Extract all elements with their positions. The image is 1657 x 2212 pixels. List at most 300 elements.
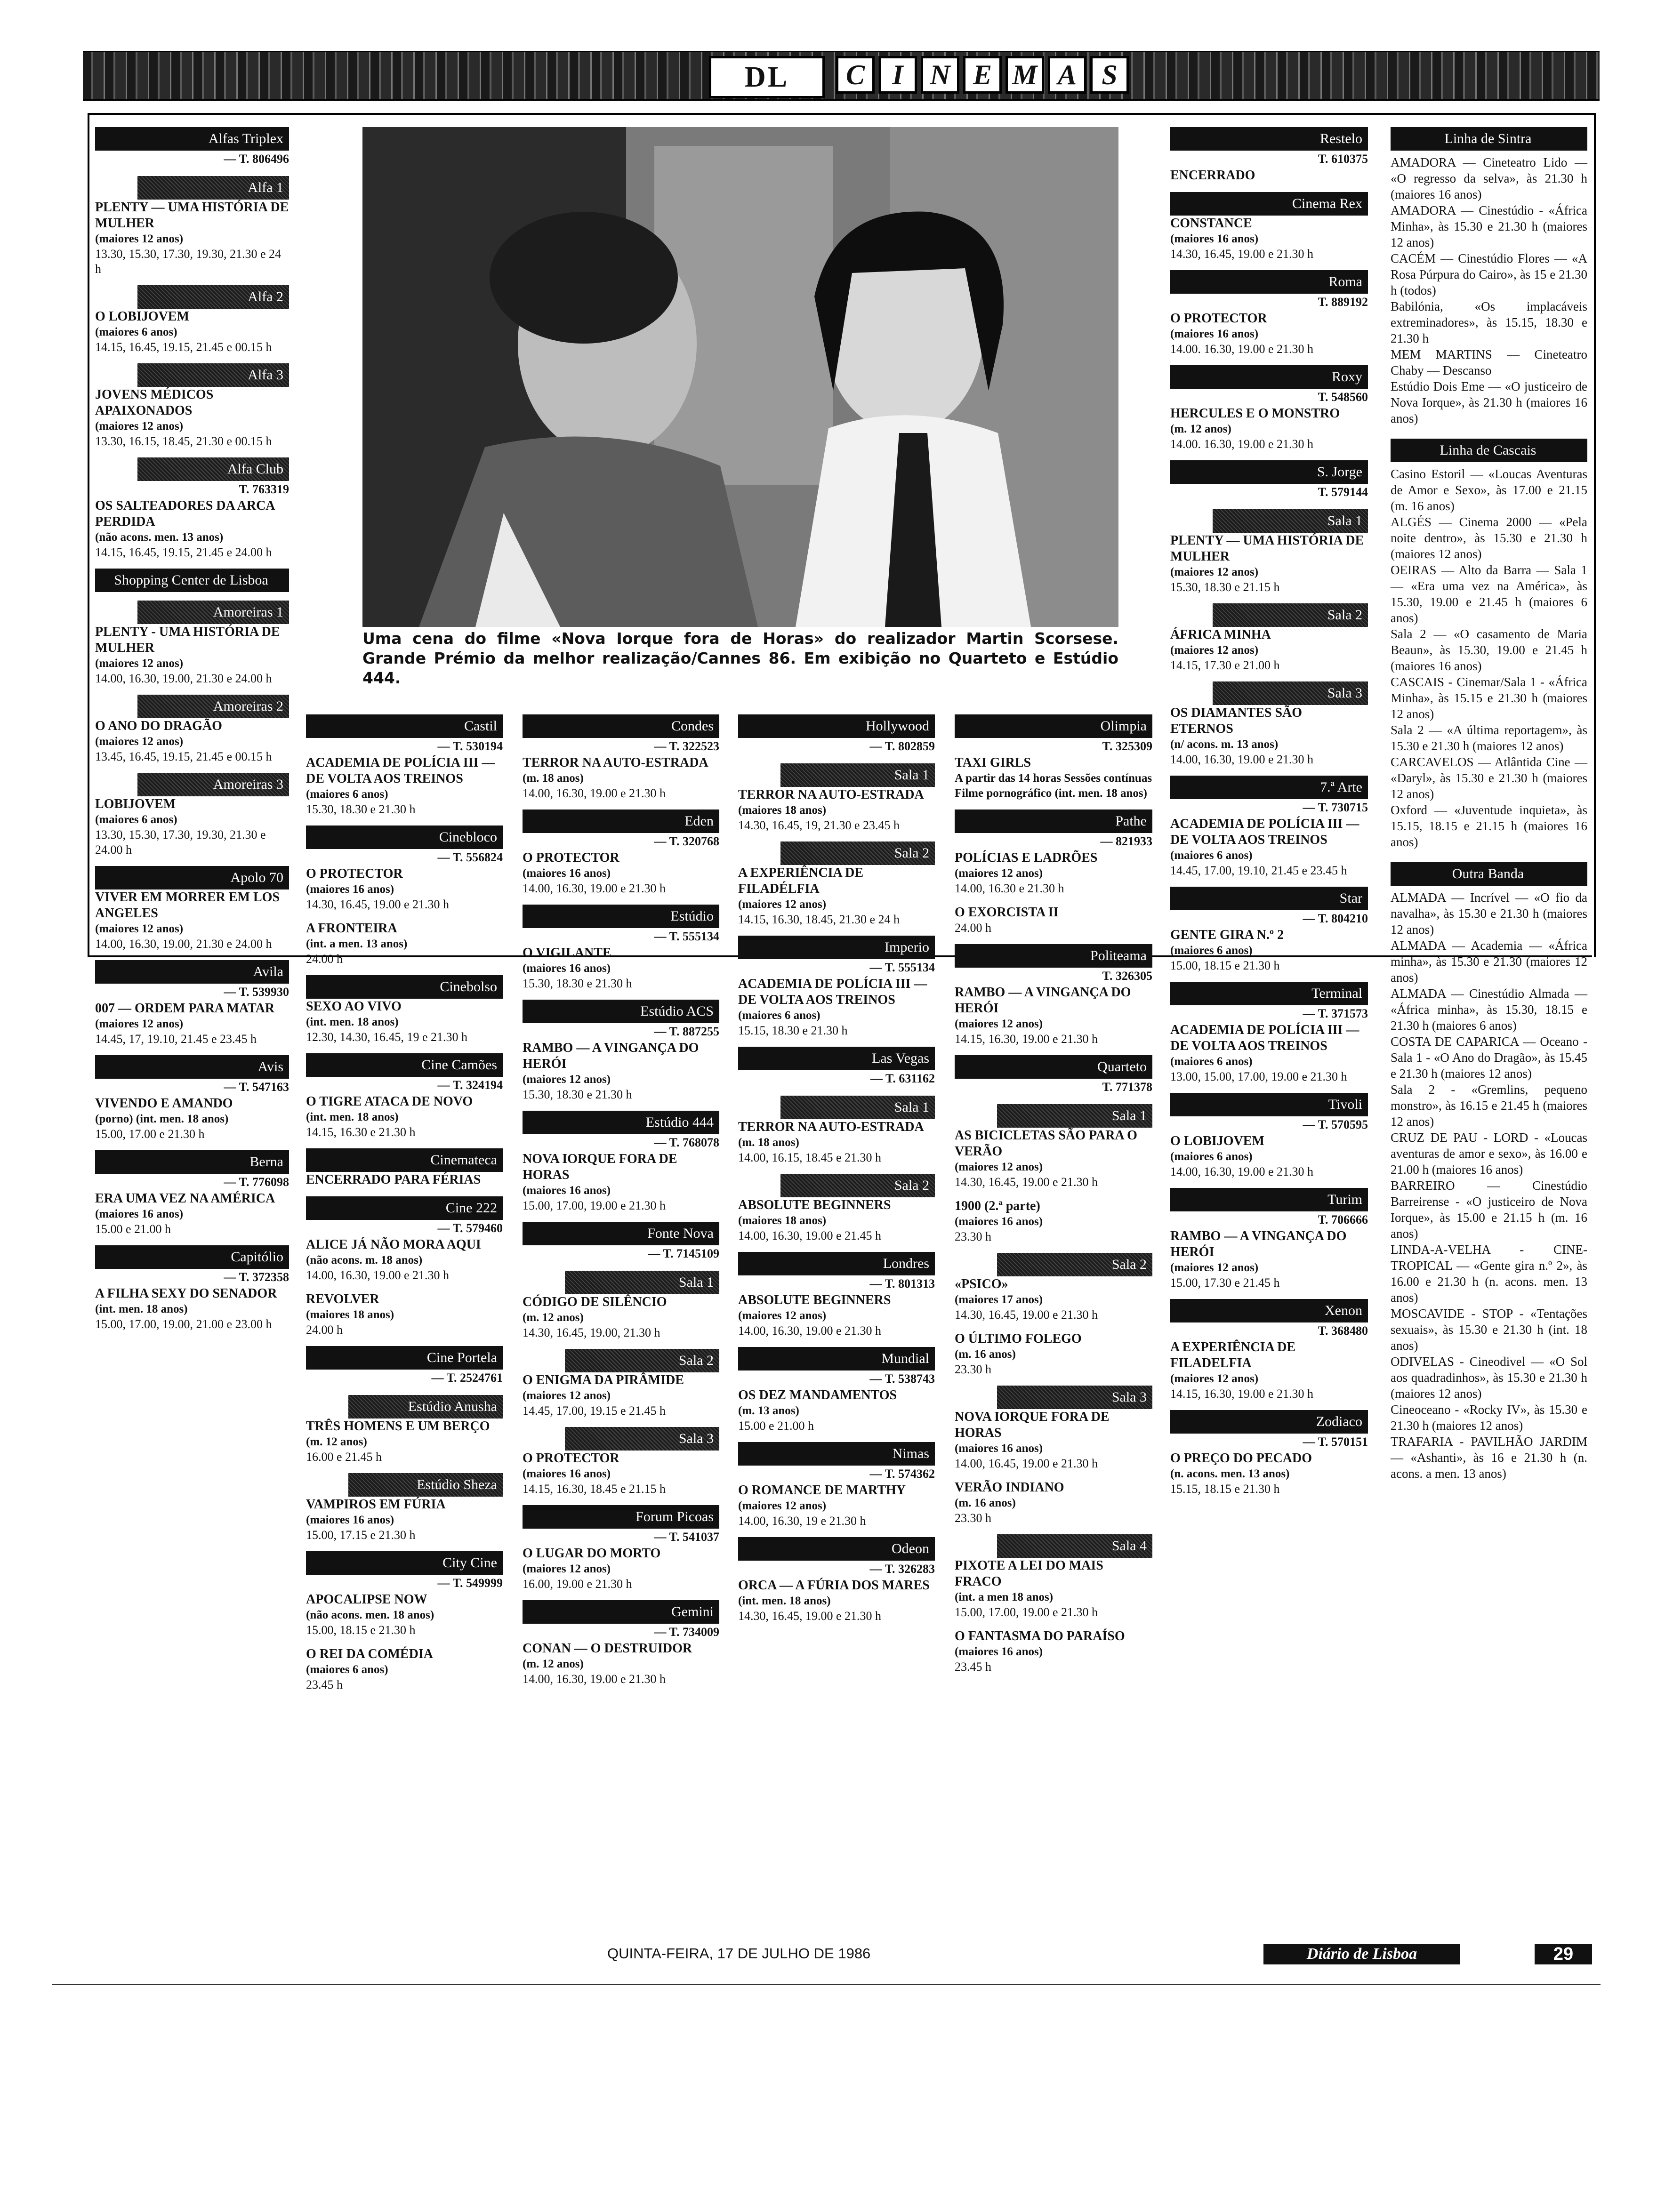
regional-listing: ALMADA — Cinestúdio Almada — «África minha», às 15.30, 18.15 e 21.30 h (maiores 6 anos) — [1391, 986, 1587, 1033]
film-title: O TIGRE ATACA DE NOVO — [306, 1094, 473, 1109]
cinema-name-header: Berna — [95, 1150, 289, 1174]
spacer — [523, 1687, 719, 1695]
cinema-listing — [738, 1174, 935, 1252]
film-title: JOVENS MÉDICOS APAIXONADOS — [95, 387, 214, 418]
cinema-listing — [306, 1291, 503, 1346]
cinema-listing — [95, 1055, 289, 1150]
cinema-listing — [1170, 1093, 1368, 1188]
regional-listing: ALMADA — Incrível — «O fio da navalha», às 15.30 e 21.30 h (maiores 12 anos) — [1391, 890, 1587, 937]
spacer — [95, 168, 289, 176]
cinema-listing — [95, 1150, 289, 1245]
cinema-listing — [738, 1096, 935, 1174]
spacer — [955, 1190, 1152, 1198]
showtimes: 12.30, 14.30, 16.45, 19 e 21.30 h — [306, 1030, 468, 1044]
showtimes: 14.00, 16.30, 19.00 e 21.30 h — [306, 1268, 450, 1282]
spacer — [95, 1047, 289, 1055]
spacer — [738, 755, 935, 763]
spacer — [1170, 1402, 1368, 1410]
cinema-name-header: Cinema Rex — [1170, 192, 1368, 216]
age-rating: (maiores 6 anos) — [306, 788, 388, 801]
cinema-listing — [955, 1253, 1152, 1331]
phone-number: — T. 530194 — [437, 739, 503, 753]
cinema-listing — [306, 1053, 503, 1148]
cinema-listing — [738, 1047, 935, 1096]
region-header: Linha de Sintra — [1391, 127, 1587, 151]
phone-number: — T. 372358 — [224, 1270, 289, 1284]
spacer — [95, 592, 289, 601]
showtimes: 15.00, 18.15 e 21.30 h — [306, 1623, 416, 1637]
age-rating: (maiores 16 anos) — [306, 1514, 394, 1526]
cinema-name-header: Estúdio — [523, 905, 719, 928]
showtimes: 13.30, 16.15, 18.45, 21.30 e 00.15 h — [95, 434, 272, 448]
spacer — [523, 1102, 719, 1111]
film-title: PLENTY — UMA HISTÓRIA DE MULHER — [95, 200, 289, 231]
showtimes: 15.00, 17.00 e 21.30 h — [95, 1127, 205, 1141]
cinema-listing — [1170, 603, 1368, 681]
phone-number: — T. 549999 — [437, 1576, 503, 1590]
spacer — [1391, 1482, 1587, 1494]
spacer — [1170, 452, 1368, 460]
column-lisbon-cinemas-b — [306, 714, 503, 1701]
cinema-listing — [955, 1628, 1152, 1683]
age-rating: (maiores 12 anos) — [1170, 644, 1259, 657]
cinema-listing — [1170, 192, 1368, 270]
film-title: GENTE GIRA N.º 2 — [1170, 928, 1284, 942]
age-rating: (maiores 16 anos) — [955, 1645, 1043, 1658]
age-rating: (maiores 18 anos) — [306, 1308, 394, 1321]
spacer — [306, 817, 503, 825]
cinema-listing — [955, 944, 1152, 1055]
cinema-listing — [1170, 681, 1368, 776]
spacer — [523, 1497, 719, 1505]
screen-header: Amoreiras 1 — [137, 601, 289, 624]
regional-listing: CASCAIS - Cinemar/Sala 1 - «África Minha», às 15.15 e 21.30 h (maiores 12 anos) — [1391, 675, 1587, 721]
age-rating: (maiores 6 anos) — [306, 1663, 388, 1676]
column-lisbon-cinemas-c — [523, 714, 719, 1695]
column-regional-cinemas — [1391, 127, 1587, 1494]
showtimes: 14.00, 16.30, 19.00, 21.30 e 24.00 h — [95, 937, 272, 951]
cinema-listing — [306, 1148, 503, 1196]
film-title: O PROTECTOR — [523, 850, 619, 865]
cinema-name-header: Avila — [95, 960, 289, 984]
phone-number: — T. 541037 — [654, 1530, 719, 1544]
phone-number: — T. 776098 — [224, 1175, 289, 1189]
film-title: ENCERRADO — [1170, 168, 1255, 183]
spacer — [1170, 262, 1368, 270]
cinema-name-header: Xenon — [1170, 1299, 1368, 1322]
cinema-listing — [523, 1222, 719, 1271]
showtimes: 15.15, 18.30 e 21.30 h — [738, 1024, 848, 1037]
region-header: Linha de Cascais — [1391, 439, 1587, 462]
film-title: OS DEZ MANDAMENTOS — [738, 1388, 897, 1403]
screen-header: Amoreiras 3 — [137, 773, 289, 796]
regional-listing: Sala 2 - «Gremlins, pequeno monstro», às 16.15 e 21.45 h (maiores 12 anos) — [1391, 1082, 1587, 1129]
age-rating: (maiores 12 anos) — [738, 1499, 827, 1512]
spacer — [955, 1322, 1152, 1331]
screen-header: Sala 1 — [780, 1096, 935, 1119]
film-title: «PSICO» — [955, 1277, 1008, 1291]
film-title: TRÊS HOMENS E UM BERÇO — [306, 1419, 490, 1434]
age-rating: (maiores 18 anos) — [738, 1214, 827, 1227]
showtimes: 14.45, 17.00, 19.10, 21.45 e 23.45 h — [1170, 864, 1347, 877]
cinema-name-header: Hollywood — [738, 714, 935, 738]
age-rating: (int. a men 18 anos) — [955, 1591, 1054, 1603]
spacer — [306, 1387, 503, 1395]
spacer — [738, 1434, 935, 1442]
phone-number: T. 889192 — [1318, 295, 1368, 309]
age-rating: (maiores 12 anos) — [95, 922, 184, 935]
spacer — [1170, 1179, 1368, 1188]
cinema-name-header: Cinebloco — [306, 825, 503, 849]
film-title: TERROR NA AUTO-ESTRADA — [738, 1120, 924, 1134]
screen-header: Sala 1 — [565, 1271, 719, 1294]
section-letter: S — [1090, 56, 1129, 94]
cinema-name-header: Turim — [1170, 1188, 1368, 1211]
regional-listing: CRUZ DE PAU - LORD - «Loucas aventuras de amor e sexo», às 16.00 e 21.00 h (maiores 16 anos) — [1391, 1130, 1587, 1177]
cinema-name-header: Cine Camões — [306, 1053, 503, 1077]
spacer — [1170, 184, 1368, 192]
film-title: O LOBIJOVEM — [95, 309, 189, 324]
film-title: REVOLVER — [306, 1292, 379, 1306]
film-still-photo — [362, 127, 1118, 627]
screen-header: Sala 1 — [997, 1104, 1152, 1128]
page-number: 29 — [1535, 1944, 1592, 1964]
phone-number: T. 771378 — [1102, 1080, 1152, 1094]
spacer — [523, 896, 719, 905]
film-title: LOBIJOVEM — [95, 797, 176, 811]
cinema-name-header: Imperio — [738, 936, 935, 959]
regional-listing: CACÉM — Cinestúdio Flores — «A Rosa Púrpura do Cairo», às 15 e 21.30 h (todos) — [1391, 251, 1587, 297]
age-rating: (m. 13 anos) — [738, 1404, 799, 1417]
age-rating: (maiores 16 anos) — [955, 1215, 1043, 1228]
screen-header: Sala 2 — [997, 1253, 1152, 1276]
cinema-listing — [306, 1395, 503, 1473]
film-title: 1900 (2.ª parte) — [955, 1199, 1040, 1213]
showtimes: 14.30, 16.45, 19.00, 21.30 h — [523, 1326, 660, 1339]
cinema-listing — [738, 1347, 935, 1442]
screen-header: Alfa 3 — [137, 363, 289, 387]
spacer — [95, 952, 289, 960]
age-rating: (maiores 12 anos) — [1170, 1372, 1259, 1385]
showtimes: 14.15, 16.30, 19.00 e 21.30 h — [1170, 1387, 1314, 1401]
spacer — [95, 1142, 289, 1150]
spacer — [1170, 1290, 1368, 1299]
cinema-listing — [955, 1534, 1152, 1628]
showtimes: 15.00 e 21.00 h — [95, 1222, 171, 1236]
spacer — [1170, 673, 1368, 681]
screen-header: Sala 1 — [1213, 509, 1368, 533]
cinema-name-header: Estúdio 444 — [523, 1111, 719, 1134]
cinema-name-header: S. Jorge — [1170, 460, 1368, 484]
film-title: CONSTANCE — [1170, 216, 1252, 231]
showtimes: 15.00 e 21.00 h — [738, 1419, 814, 1433]
spacer — [738, 833, 935, 842]
age-rating: (int. men. 18 anos) — [738, 1595, 831, 1607]
phone-number: — T. 768078 — [654, 1136, 719, 1149]
spacer — [955, 896, 1152, 905]
screen-header: Alfa 2 — [137, 285, 289, 309]
age-rating: (maiores 12 anos) — [95, 735, 184, 748]
spacer — [1170, 595, 1368, 603]
age-rating: (maiores 16 anos) — [1170, 232, 1259, 245]
section-letter: A — [1048, 56, 1086, 94]
cinema-name-header: Las Vegas — [738, 1047, 935, 1070]
cinema-name-header: Alfas Triplex — [95, 127, 289, 151]
phone-number: T. 326305 — [1102, 969, 1152, 983]
film-title: ACADEMIA DE POLÍCIA III — DE VOLTA AOS TREINOS — [738, 977, 927, 1007]
cinema-listing — [955, 1104, 1152, 1198]
region-header: Outra Banda — [1391, 862, 1587, 886]
age-rating: (maiores 12 anos) — [95, 1018, 184, 1030]
film-title: VAMPIROS EM FÚRIA — [306, 1497, 446, 1512]
spacer — [955, 1471, 1152, 1480]
film-title: NOVA IORQUE FORA DE HORAS — [955, 1410, 1110, 1440]
film-title: VERÃO INDIANO — [955, 1480, 1064, 1495]
cinema-name-header: Fonte Nova — [523, 1222, 719, 1245]
film-title: O ROMANCE DE MARTHY — [738, 1483, 906, 1498]
age-rating: (int. a men. 13 anos) — [306, 938, 408, 950]
cinema-listing — [955, 905, 1152, 944]
cinema-listing — [523, 1427, 719, 1505]
phone-number: — T. 555134 — [654, 930, 719, 943]
cinema-name-header: Avis — [95, 1055, 289, 1079]
showtimes: 14.30, 16.45, 19.00 e 21.30 h — [306, 898, 450, 911]
showtimes: 14.15, 16.30, 18.45 e 21.15 h — [523, 1482, 666, 1496]
age-rating: (maiores 17 anos) — [955, 1293, 1043, 1306]
spacer — [523, 1213, 719, 1222]
cinema-name-header: Zodiaco — [1170, 1410, 1368, 1434]
film-title: RAMBO — A VINGANÇA DO HERÓI — [1170, 1229, 1347, 1259]
regional-listing: ODIVELAS - Cineodivel — «O Sol aos quadradinhos», às 15.30 e 21.30 h (maiores 12 anos) — [1391, 1354, 1587, 1401]
cinema-listing — [955, 1055, 1152, 1104]
film-title: TERROR NA AUTO-ESTRADA — [523, 755, 708, 770]
cinema-name-header: Tivoli — [1170, 1093, 1368, 1116]
showtimes: 14.30, 16.45, 19, 21.30 e 23.45 h — [738, 818, 900, 832]
showtimes: 13.00, 15.00, 17.00, 19.00 e 21.30 h — [1170, 1070, 1347, 1083]
age-rating: (maiores 6 anos) — [1170, 1055, 1253, 1068]
phone-number: — T. 574362 — [869, 1467, 935, 1481]
film-title: POLÍCIAS E LADRÕES — [955, 850, 1098, 865]
column-lisbon-cinemas-e — [955, 714, 1152, 1683]
film-title: CÓDIGO DE SILÊNCIO — [523, 1295, 667, 1309]
cinema-listing — [306, 921, 503, 975]
cinema-listing — [95, 285, 289, 363]
spacer — [955, 936, 1152, 944]
age-rating: (maiores 12 anos) — [523, 1563, 611, 1575]
age-rating: (maiores 12 anos) — [1170, 1261, 1259, 1274]
showtimes: 15.30, 18.30 e 21.30 h — [306, 802, 416, 816]
age-rating: (maiores 12 anos) — [955, 1018, 1043, 1030]
spacer — [306, 1283, 503, 1291]
showtimes: 23.45 h — [955, 1660, 991, 1674]
section-title-cinemas — [836, 56, 1133, 94]
age-rating: (m. 16 anos) — [955, 1497, 1016, 1509]
showtimes: 16.00, 19.00 e 21.30 h — [523, 1577, 632, 1591]
showtimes: 14.00, 16.30, 19.00 e 21.30 h — [523, 1672, 666, 1686]
showtimes: 14.45, 17.00, 19.15 e 21.45 h — [523, 1404, 666, 1418]
age-rating: (porno) (int. men. 18 anos) — [95, 1113, 229, 1125]
cinema-name-header: Cinebolso — [306, 975, 503, 999]
spacer — [1170, 1084, 1368, 1093]
phone-number: T. 763319 — [239, 482, 289, 496]
showtimes: 14.30, 16.45, 19.00 e 21.30 h — [1170, 247, 1314, 261]
spacer — [306, 912, 503, 921]
cinema-name-header: Shopping Center de Lisboa — [95, 569, 289, 592]
spacer — [523, 991, 719, 1000]
phone-number: — T. 801313 — [869, 1277, 935, 1290]
spacer — [1391, 850, 1587, 862]
phone-number: — T. 547163 — [224, 1080, 289, 1094]
photo-illustration — [362, 127, 1118, 627]
age-rating: (int. men. 18 anos) — [306, 1016, 399, 1028]
film-title: OS SALTEADORES DA ARCA PERDIDA — [95, 498, 274, 529]
phone-number: — T. 538743 — [869, 1372, 935, 1386]
dl-logo: DL — [709, 56, 825, 98]
photo-caption: Uma cena do filme «Nova Iorque fora de Horas» do realizador Martin Scorsese. Grande Prémio da melhor realização/Cannes 86. Em exibição no Quarteto e Estúdio 444. — [362, 629, 1118, 687]
spacer — [95, 764, 289, 773]
phone-number: — T. 324194 — [437, 1078, 503, 1092]
screen-header: Sala 4 — [997, 1534, 1152, 1558]
regional-listing: OEIRAS — Alto da Barra — Sala 1 — «Era uma vez na América», às 15.30, 19.00 e 21.45 h (maiores 6 anos) — [1391, 563, 1587, 625]
screen-header: Sala 1 — [780, 763, 935, 787]
showtimes: 14.00, 16.15, 18.45 e 21.30 h — [738, 1151, 882, 1164]
age-rating: (maiores 16 anos) — [523, 867, 611, 880]
showtimes: 14.15, 16.30, 19.00 e 21.30 h — [955, 1032, 1098, 1046]
cinema-listing — [95, 127, 289, 176]
showtimes: 14.30, 16.45, 19.00 e 21.30 h — [955, 1175, 1098, 1189]
cinema-listing — [955, 1331, 1152, 1386]
showtimes: 14.00, 16.30, 19.00 e 21.30 h — [1170, 1165, 1314, 1178]
screen-header: Sala 2 — [780, 842, 935, 865]
film-title: O ANO DO DRAGÃO — [95, 719, 222, 733]
showtimes: 14.45, 17, 19.10, 21.45 e 23.45 h — [95, 1032, 257, 1046]
age-rating: (maiores 6 anos) — [1170, 1150, 1253, 1163]
showtimes: 14.00, 16.30, 19 e 21.30 h — [738, 1514, 866, 1528]
showtimes: 14.00, 16.30, 19.00, 21.30 e 24.00 h — [95, 672, 272, 685]
spacer — [306, 1638, 503, 1646]
spacer — [1170, 357, 1368, 365]
cinema-name-header: Condes — [523, 714, 719, 738]
age-rating: (m. 12 anos) — [1170, 423, 1231, 435]
film-title: ALICE JÁ NÃO MORA AQUI — [306, 1237, 481, 1252]
phone-number: — T. 631162 — [870, 1072, 935, 1085]
age-rating: (maiores 16 anos) — [306, 883, 394, 896]
age-rating: (maiores 6 anos) — [1170, 944, 1253, 957]
cinema-listing — [95, 866, 289, 960]
cinema-name-header: Olimpia — [955, 714, 1152, 738]
spacer — [523, 1262, 719, 1271]
regional-listing: Sala 2 — «A última reportagem», às 15.30 e 21.30 h (maiores 12 anos) — [1391, 723, 1587, 753]
regional-listing: ALMADA — Academia — «África minha», às 15.30 e 21.30 (maiores 12 anos) — [1391, 938, 1587, 985]
cinema-listing — [306, 1473, 503, 1551]
film-title: OS DIAMANTES SÃO ETERNOS — [1170, 705, 1303, 736]
showtimes: 15.00, 17.15 e 21.30 h — [306, 1528, 416, 1542]
film-title: A FILHA SEXY DO SENADOR — [95, 1286, 277, 1301]
spacer — [955, 801, 1152, 809]
film-title: O FANTASMA DO PARAÍSO — [955, 1629, 1125, 1643]
screen-header: Sala 3 — [565, 1427, 719, 1451]
screen-header: Sala 2 — [780, 1174, 935, 1197]
cinema-listing — [1170, 1299, 1368, 1410]
cinema-listing — [955, 1386, 1152, 1480]
showtimes: 15.00, 17.00, 19.00, 21.00 e 23.00 h — [95, 1317, 272, 1331]
cinema-listing — [523, 809, 719, 905]
cinema-listing — [95, 773, 289, 866]
age-rating: (maiores 16 anos) — [955, 1442, 1043, 1455]
showtimes: 15.30, 18.30 e 21.30 h — [523, 1088, 632, 1101]
age-rating: (maiores 12 anos) — [738, 898, 827, 911]
cinema-listing — [95, 601, 289, 695]
regional-listing: Casino Estoril — «Loucas Aventuras de Amor e Sexo», às 17.00 e 21.15 (m. 16 anos) — [1391, 467, 1587, 513]
spacer — [1170, 501, 1368, 509]
regional-listing: BARREIRO — Cinestúdio Barreirense - «O justiceiro de Nova Iorque», às 15.00 e 21.15 h (m. 16 anos) — [1391, 1178, 1587, 1241]
age-rating: (int. men. 18 anos) — [306, 1111, 399, 1123]
screen-header: Amoreiras 2 — [137, 695, 289, 718]
age-rating: (maiores 12 anos) — [955, 867, 1043, 880]
regional-listing: ALGÉS — Cinema 2000 — «Pela noite dentro», às 15.30 e 21.30 h (maiores 12 anos) — [1391, 515, 1587, 561]
cinema-name-header: Mundial — [738, 1347, 935, 1370]
age-rating: (maiores 12 anos) — [95, 657, 184, 670]
cinema-listing — [955, 1198, 1152, 1253]
showtimes: 14.15, 17.30 e 21.00 h — [1170, 658, 1280, 672]
screen-header: Estúdio Anusha — [348, 1395, 503, 1419]
regional-listing: Cineoceano - «Rocky IV», às 15.30 e 21.30 h (maiores 12 anos) — [1391, 1403, 1587, 1433]
cinema-listing — [95, 569, 289, 601]
showtimes: 24.00 h — [955, 921, 991, 935]
showtimes: 24.00 h — [306, 952, 343, 966]
cinema-listing — [523, 1600, 719, 1695]
cinema-listing — [1170, 270, 1368, 365]
phone-number: — T. 556824 — [437, 850, 503, 864]
showtimes: 14.00, 16.30, 19.00 e 21.30 h — [1170, 753, 1314, 766]
age-rating: (maiores 16 anos) — [523, 1184, 611, 1197]
age-rating: (maiores 16 anos) — [1170, 328, 1259, 340]
film-title: PLENTY — UMA HISTÓRIA DE MULHER — [1170, 533, 1364, 564]
cinema-listing — [955, 1480, 1152, 1534]
showtimes: 23.30 h — [955, 1362, 991, 1376]
film-title: SEXO AO VIVO — [306, 999, 402, 1014]
cinema-name-header: Star — [1170, 887, 1368, 910]
spacer — [738, 1624, 935, 1632]
age-rating: (não acons. m. 18 anos) — [306, 1254, 423, 1266]
cinema-listing — [306, 1551, 503, 1646]
cinema-name-header: Politeama — [955, 944, 1152, 968]
age-rating: (m. 12 anos) — [523, 1658, 584, 1670]
section-letter: C — [836, 56, 875, 94]
cinema-listing — [1170, 887, 1368, 982]
cinema-name-header: Odeon — [738, 1537, 935, 1561]
cinema-name-header: Londres — [738, 1252, 935, 1275]
showtimes: 13.45, 16.45, 19.15, 21.45 e 00.15 h — [95, 750, 272, 763]
age-rating: (m. 12 anos) — [523, 1311, 584, 1324]
cinema-name-header: Apolo 70 — [95, 866, 289, 890]
cinema-listing — [955, 809, 1152, 905]
spacer — [1391, 462, 1587, 466]
newspaper-name: Diário de Lisboa — [1263, 1944, 1460, 1964]
cinema-listing — [306, 714, 503, 825]
film-title: NOVA IORQUE FORA DE HORAS — [523, 1152, 677, 1182]
spacer — [95, 858, 289, 866]
spacer — [523, 801, 719, 809]
cinema-name-header: City Cine — [306, 1551, 503, 1575]
phone-number: — T. 7145109 — [648, 1247, 719, 1260]
spacer — [306, 1188, 503, 1196]
cinema-name-header: 7.ª Arte — [1170, 776, 1368, 799]
spacer — [95, 1237, 289, 1245]
phone-number: — T. 570151 — [1303, 1435, 1368, 1449]
showtimes: 14.30, 16.45, 19.00 e 21.30 h — [955, 1308, 1098, 1322]
cinema-name-header: Terminal — [1170, 982, 1368, 1005]
